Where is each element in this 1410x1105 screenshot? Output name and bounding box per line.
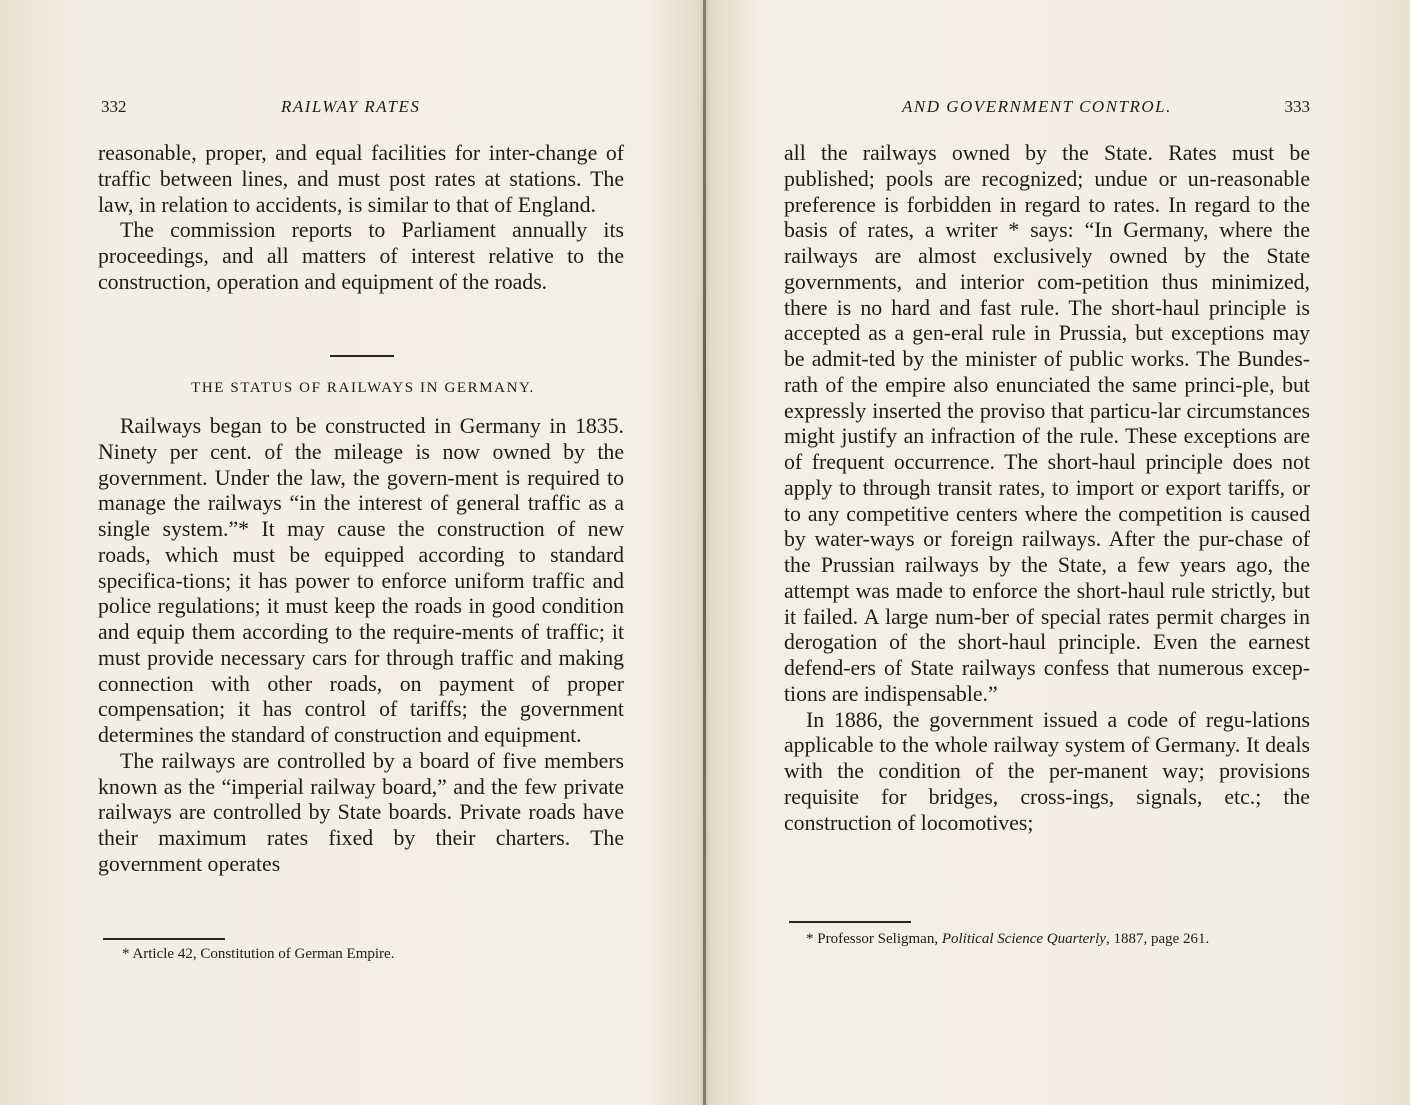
left-running-title: RAILWAY RATES — [281, 97, 421, 116]
left-footnote: * Article 42, Constitution of German Empire. — [122, 946, 395, 962]
left-paragraph-4: The railways are controlled by a board of five members known as the “imperial railway board,” and the few private railways are controlled by State boards. Private roads have their maximum rates fixed by their charters. The government operates — [98, 748, 624, 876]
right-text-block — [784, 141, 1310, 836]
book-gutter — [703, 0, 706, 1105]
right-footnote-journal: Political Science Quarterly — [941, 931, 1106, 947]
right-footnote — [806, 931, 1209, 948]
section-divider-rule — [330, 355, 394, 357]
left-text-block-2 — [98, 414, 624, 878]
left-text-block-1 — [98, 141, 624, 296]
section-heading: THE STATUS OF RAILWAYS IN GERMANY. — [191, 380, 535, 396]
right-page — [784, 0, 1314, 1105]
left-page — [98, 0, 628, 1105]
right-page-number: 333 — [1284, 97, 1310, 116]
right-footnote-suffix: , 1887, page 261. — [1105, 931, 1210, 947]
left-paragraph-1: reasonable, proper, and equal facilities for inter-change of traffic between lines, and must post rates at stations. The law, in relation to accidents, is similar to that of England. — [98, 141, 624, 217]
left-footnote-rule — [103, 938, 225, 940]
right-paragraph-1: all the railways owned by the State. Rates must be published; pools are recognized; undue or un-reasonable preference is forbidden in regard to rates. In regard to the basis of rates, a writer * says: “In Germany, where the railways are almost exclusively owned by the State governments, and interior com-petition thus minimized, there is no hard and fast rule. The short-haul principle is accepted as a gen-eral rule in Prussia, but exceptions may be admit-ted by the minister of public works. The Bundes-rath of the empire also enunciated the same princi-ple, but expressly inserted the proviso that particu-lar circumstances might justify an infraction of the rule. These exceptions are of frequent occurrence. The short-haul principle does not apply to through transit rates, to import or export tariffs, or to any competitive centers where the competition is caused by water-ways or foreign railways. After the pur-chase of the Prussian railways by the State, a few years ago, the attempt was made to enforce the short-haul rule strictly, but it failed. A large num-ber of special rates permit charges in derogation of the short-haul principle. Even the earnest defend-ers of State railways confess that numerous excep-tions are indispensable.” — [784, 141, 1310, 706]
right-running-head — [784, 97, 1314, 121]
left-paragraph-3: Railways began to be constructed in Germany in 1835. Ninety per cent. of the mileage is now owned by the government. Under the law, the govern-ment is required to manage the railways “in the interest of general traffic as a single system.”* It may cause the construction of new roads, which must be equipped according to standard specifica-tions; it has power to enforce uniform traffic and police regulations; it must keep the roads in good condition and equip them according to the require-ments of traffic; it must provide necessary cars for through traffic and making connection with other roads, on payment of proper compensation; it has control of tariffs; the government determines the standard of construction and equipment. — [98, 414, 624, 747]
right-running-title: AND GOVERNMENT CONTROL. — [902, 97, 1172, 116]
left-page-number: 332 — [101, 97, 127, 116]
right-footnote-rule — [789, 921, 911, 923]
right-footnote-prefix: * Professor Seligman, — [806, 931, 942, 947]
right-paragraph-2: In 1886, the government issued a code of regu-lations applicable to the whole railway system of Germany. It deals with the condition of the per-manent way; provisions requisite for bridges, cross-ings, signals, etc.; the construction of locomotives; — [784, 707, 1310, 835]
left-paragraph-2: The commission reports to Parliament annually its proceedings, and all matters of interest relative to the construction, operation and equipment of the roads. — [98, 218, 624, 294]
left-running-head — [98, 97, 628, 121]
